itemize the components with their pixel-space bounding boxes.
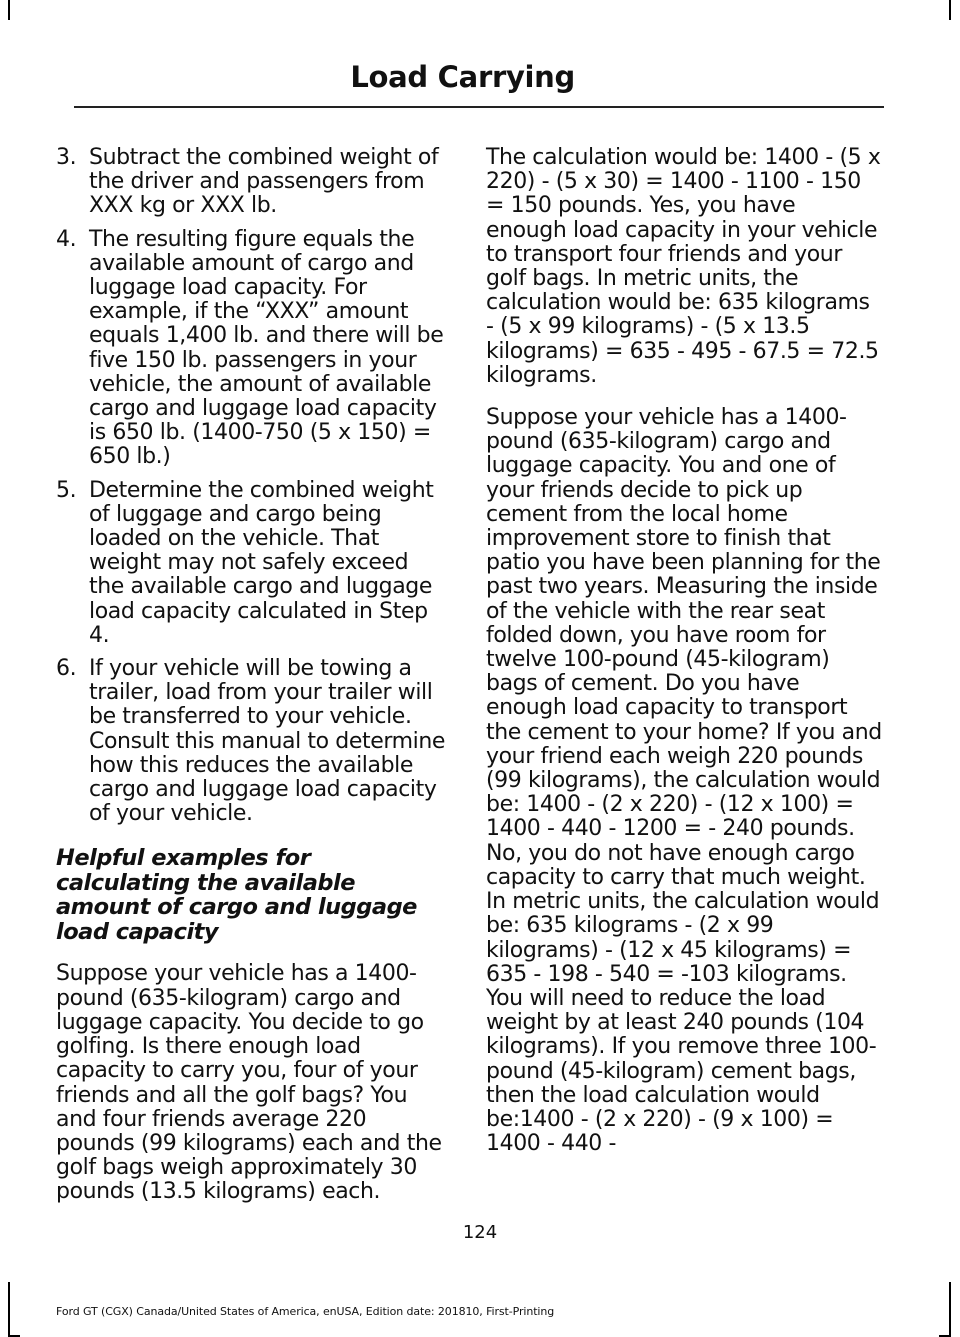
golf-example-paragraph: Suppose your vehicle has a 1400-pound (635-kilogram) cargo and luggage capacity. You decide to go golfing. Is there enough load capacity to carry you, four of your friends and all the golf bags? You and four friends average 220 pounds (99 kilograms) each and the golf bags weigh approximately 30 pounds (13.5 kilograms) each. <box>56 961 442 1205</box>
golf-calculation-paragraph: The calculation would be: 1400 - (5 x 220) - (5 x 30) = 1400 - 1100 - 150 = 150 pounds. Yes, you have enough load capacity in your vehicle to transport four friends and your golf bags. In metric units, the calculation would be: 635 kilograms - (5 x 99 kilograms) - (5 x 13.5 kilograms) = 635 - 495 - 67.5 = 72.5 kilograms. <box>486 145 881 388</box>
footer-edition-info: Ford GT (CGX) Canada/United States of America, enUSA, Edition date: 201810, First-Printing <box>56 1305 555 1318</box>
crop-mark-bottom-left-v <box>8 1282 10 1337</box>
header-divider <box>74 106 884 108</box>
step-number: 6. <box>56 656 77 682</box>
step-text: The resulting figure equals the available amount of cargo and luggage load capacity. For example, if the “XXX” amount equals 1,400 lb. and there will be five 150 lb. passengers in your vehicle, the amount of available cargo and luggage load capacity is 650 lb. (1400-750 (5 x 150) = 650 lb.) <box>89 226 444 470</box>
step-text: Determine the combined weight of luggage and cargo being loaded on the vehicle. That weight may not safely exceed the available cargo and luggage load capacity calculated in Step 4. <box>89 477 434 648</box>
crop-mark-top-left <box>8 0 10 20</box>
examples-heading: Helpful examples for calculating the available amount of cargo and luggage load capacity <box>56 845 417 945</box>
list-item <box>56 228 448 470</box>
crop-mark-bottom-right-v <box>949 1282 951 1337</box>
steps-list <box>56 146 448 826</box>
step-number: 4. <box>56 226 77 252</box>
page-header-title: Load Carrying <box>350 60 575 94</box>
right-column <box>486 146 882 1174</box>
crop-mark-top-right <box>949 0 951 20</box>
step-text: Subtract the combined weight of the driver and passengers from XXX kg or XXX lb. <box>89 145 439 219</box>
list-item <box>56 657 448 826</box>
step-number: 5. <box>56 477 77 503</box>
list-item <box>56 146 448 219</box>
step-text: If your vehicle will be towing a trailer, load from your trailer will be transferred to your vehicle. Consult this manual to determine how this reduces the available cargo and luggage load capacity of your vehicle. <box>89 656 446 827</box>
page-number: 124 <box>462 1222 498 1243</box>
cement-example-paragraph: Suppose your vehicle has a 1400-pound (635-kilogram) cargo and luggage capacity. You and one of your friends decide to pick up cement from the local home improvement store to finish that patio you have been planning for the past two years. Measuring the inside of the vehicle with the rear seat folded down, you have room for twelve 100-pound (45-kilogram) bags of cement. Do you have enough load capacity to transport the cement to your home? If you and your friend each weigh 220 pounds (99 kilograms), the calculation would be: 1400 - (2 x 220) - (12 x 100) = 1400 - 440 - 1200 = - 240 pounds. No, you do not have enough cargo capacity to carry that much weight. In metric units, the calculation would be: 635 kilograms - (2 x 99 kilograms) - (12 x 45 kilograms) = 635 - 198 - 540 = -103 kilograms. You will need to reduce the load weight by at least 240 pounds (104 kilograms). If you remove three 100-pound (45-kilogram) cement bags, then the load calculation would be:1400 - (2 x 220) - (9 x 100) = 1400 - 440 - <box>486 405 882 1157</box>
step-number: 3. <box>56 145 77 170</box>
left-column <box>56 146 448 1223</box>
list-item <box>56 479 448 648</box>
